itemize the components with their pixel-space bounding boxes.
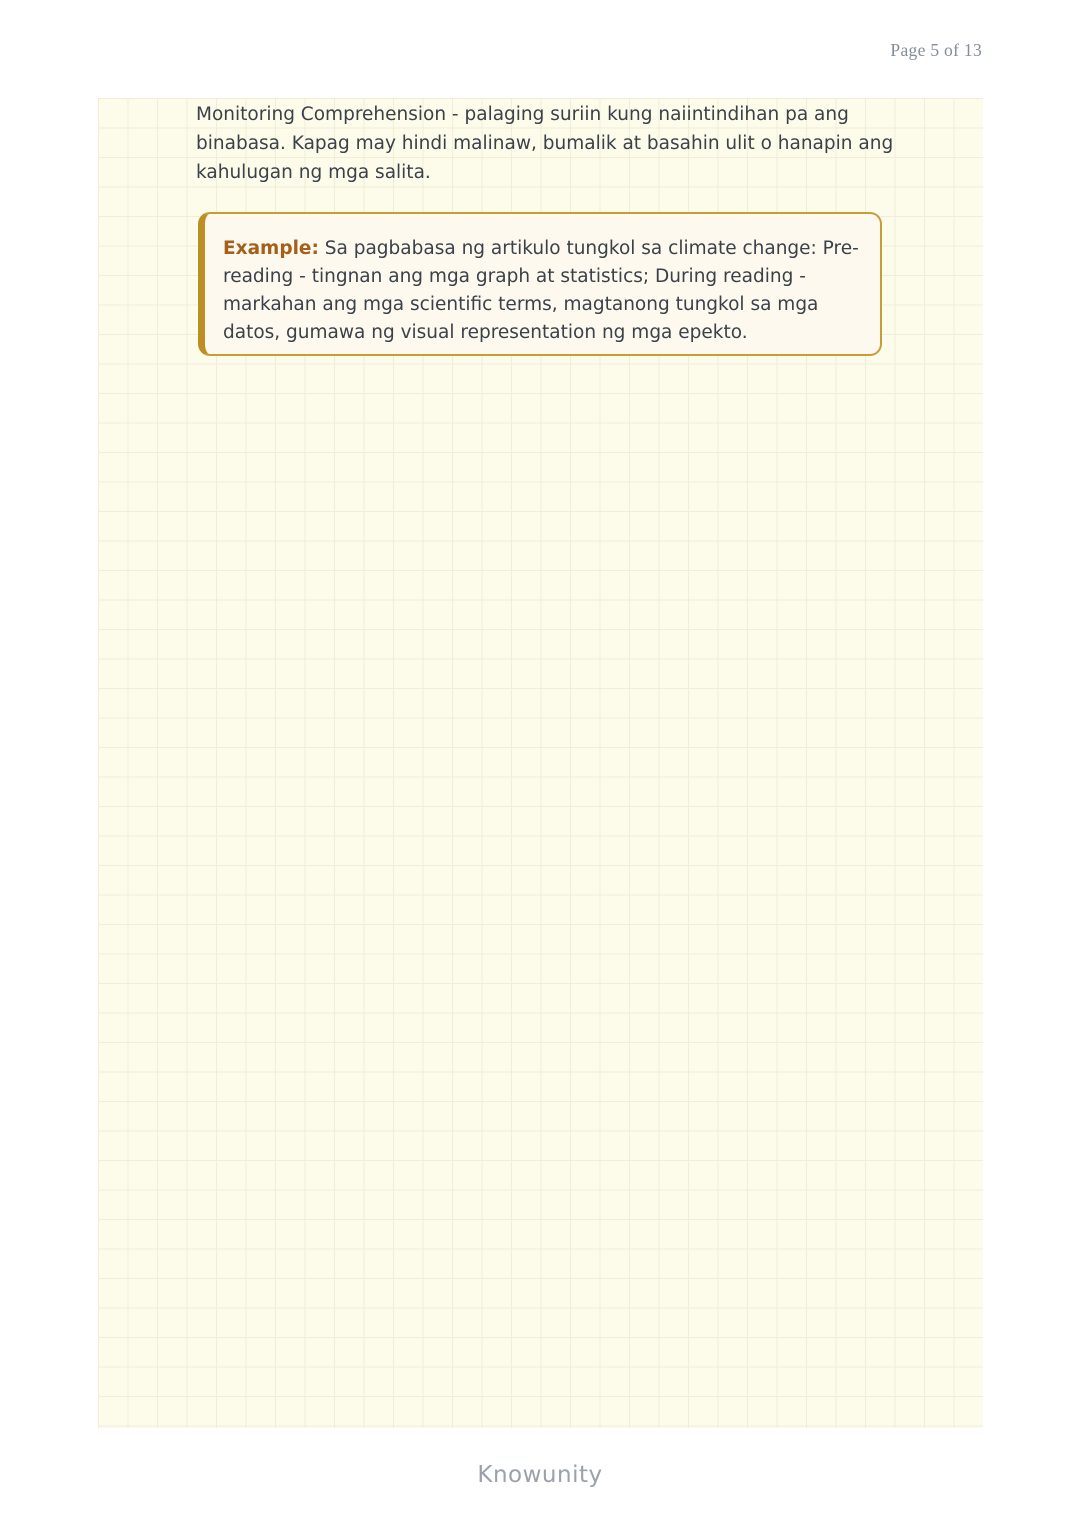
example-line: markahan ang mga scientific terms, magtanong tungkol sa mga [223,294,819,315]
example-line-text: Sa pagbabasa ng artikulo tungkol sa climate change: Pre- [324,238,859,259]
example-line [223,235,860,263]
intro-line: kahulugan ng mga salita. [196,162,431,183]
footer-brand: Knowunity [477,1462,603,1488]
intro-line: Monitoring Comprehension - palaging suriin kung naiintindihan pa ang [196,104,849,125]
example-label: Example: [223,238,319,259]
intro-paragraph [196,100,916,187]
example-line: reading - tingnan ang mga graph at statistics; During reading - [223,266,806,287]
example-line: datos, gumawa ng visual representation ng mga epekto. [223,322,748,343]
intro-line: binabasa. Kapag may hindi malinaw, bumalik at basahin ulit o hanapin ang [196,133,894,154]
page-indicator: Page 5 of 13 [890,40,982,60]
example-callout-box [198,212,882,356]
